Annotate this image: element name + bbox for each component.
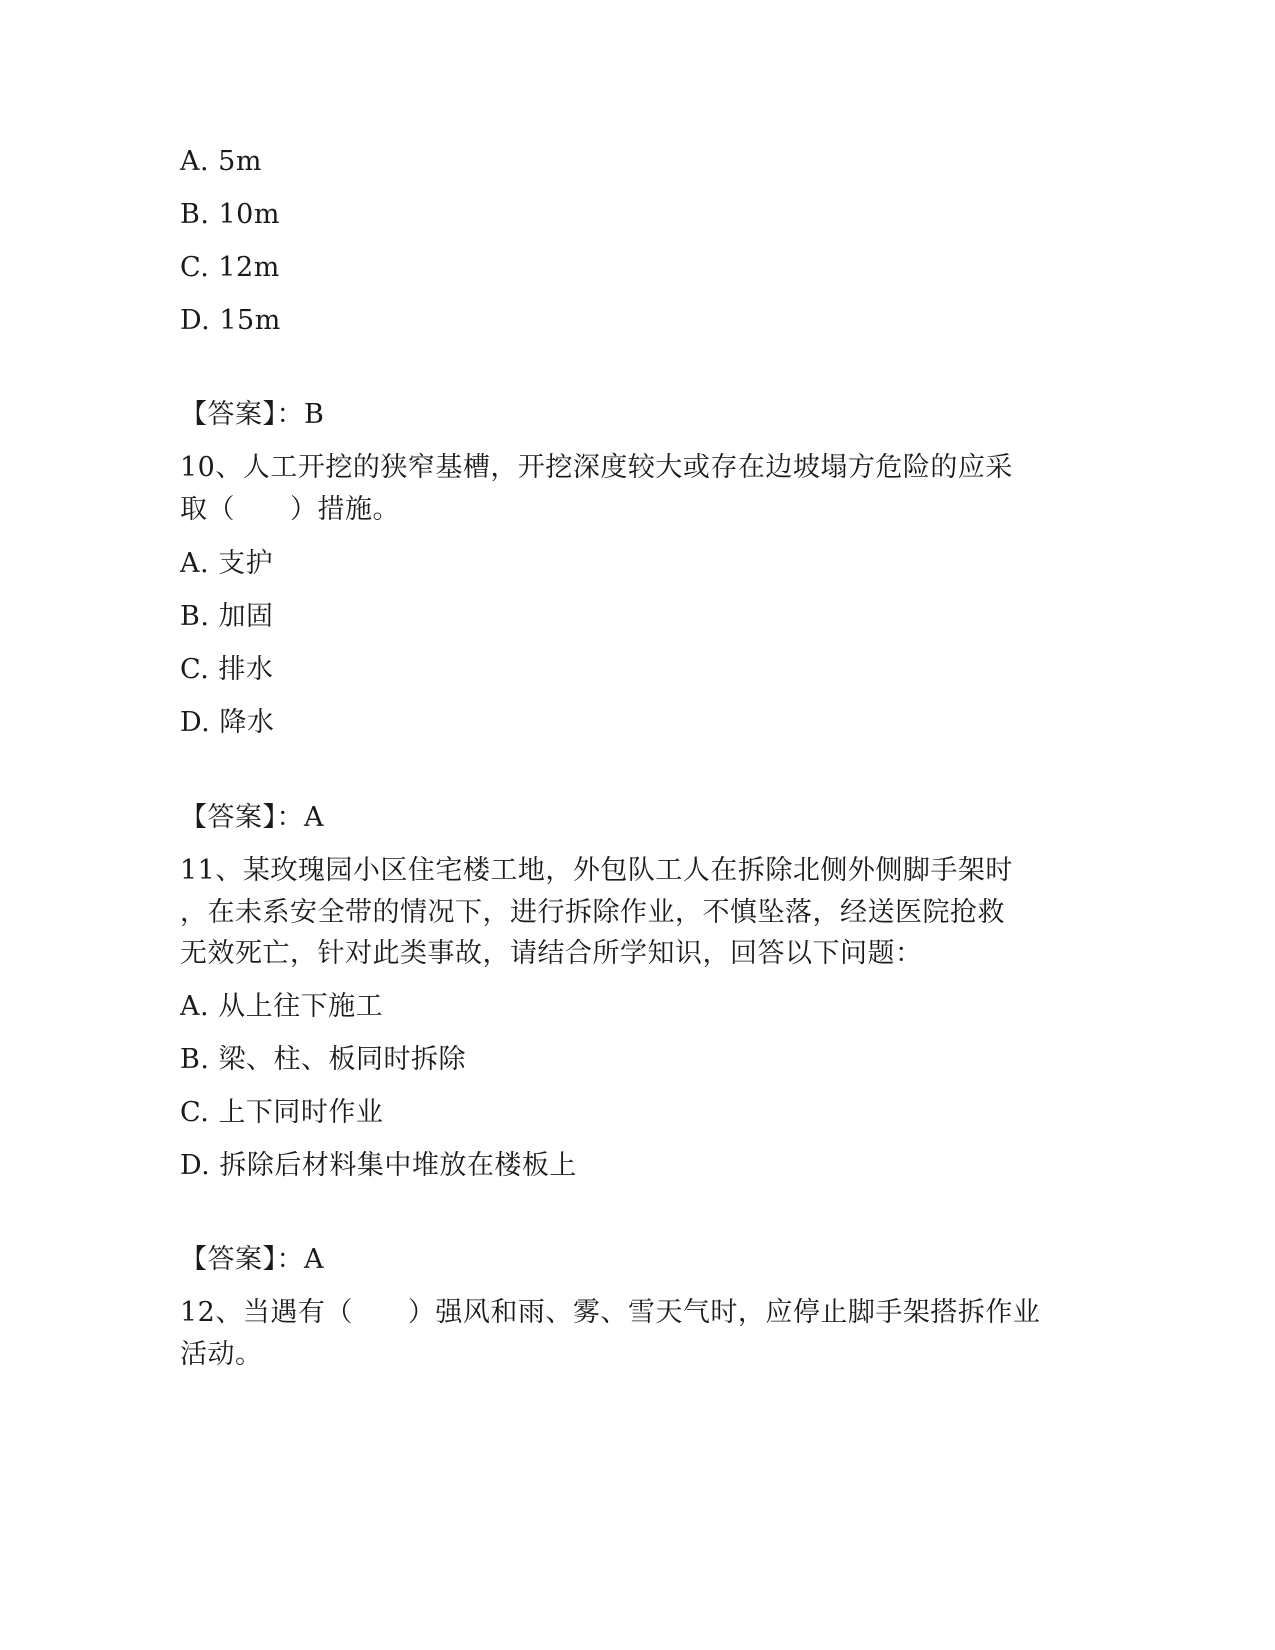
q10-option-d: D. 降水 [180, 707, 275, 738]
q9-option-d: D. 15m [180, 305, 281, 336]
q10-option-a: A. 支护 [180, 548, 274, 579]
q9-option-b: B. 10m [180, 199, 280, 230]
q12-stem-line-2: 活动。 [180, 1339, 263, 1370]
q9-answer: 【答案】：B [180, 399, 325, 430]
q10-option-c: C. 排水 [180, 654, 274, 685]
q9-option-c: C. 12m [180, 252, 280, 283]
q11-option-c: C. 上下同时作业 [180, 1097, 384, 1128]
q10-answer: 【答案】：A [180, 802, 324, 833]
q12-stem-line-1: 12、当遇有（ ）强风和雨、雾、雪天气时，应停止脚手架搭拆作业 [180, 1297, 1041, 1328]
q10-stem-line-1: 10、人工开挖的狭窄基槽，开挖深度较大或存在边坡塌方危险的应采 [180, 452, 1013, 483]
q11-option-b: B. 梁、柱、板同时拆除 [180, 1044, 467, 1075]
q11-answer: 【答案】：A [180, 1244, 324, 1275]
q10-stem-line-2: 取（ ）措施。 [180, 494, 400, 525]
q11-option-a: A. 从上往下施工 [180, 991, 384, 1022]
q11-stem-line-3: 无效死亡，针对此类事故，请结合所学知识，回答以下问题： [180, 938, 923, 969]
q10-option-b: B. 加固 [180, 601, 274, 632]
q11-option-d: D. 拆除后材料集中堆放在楼板上 [180, 1150, 577, 1181]
q11-stem-line-1: 11、某玫瑰园小区住宅楼工地，外包队工人在拆除北侧外侧脚手架时 [180, 855, 1013, 886]
q11-stem-line-2: ，在未系安全带的情况下，进行拆除作业，不慎坠落，经送医院抢救 [180, 897, 1005, 928]
q9-option-a: A. 5m [180, 146, 262, 177]
